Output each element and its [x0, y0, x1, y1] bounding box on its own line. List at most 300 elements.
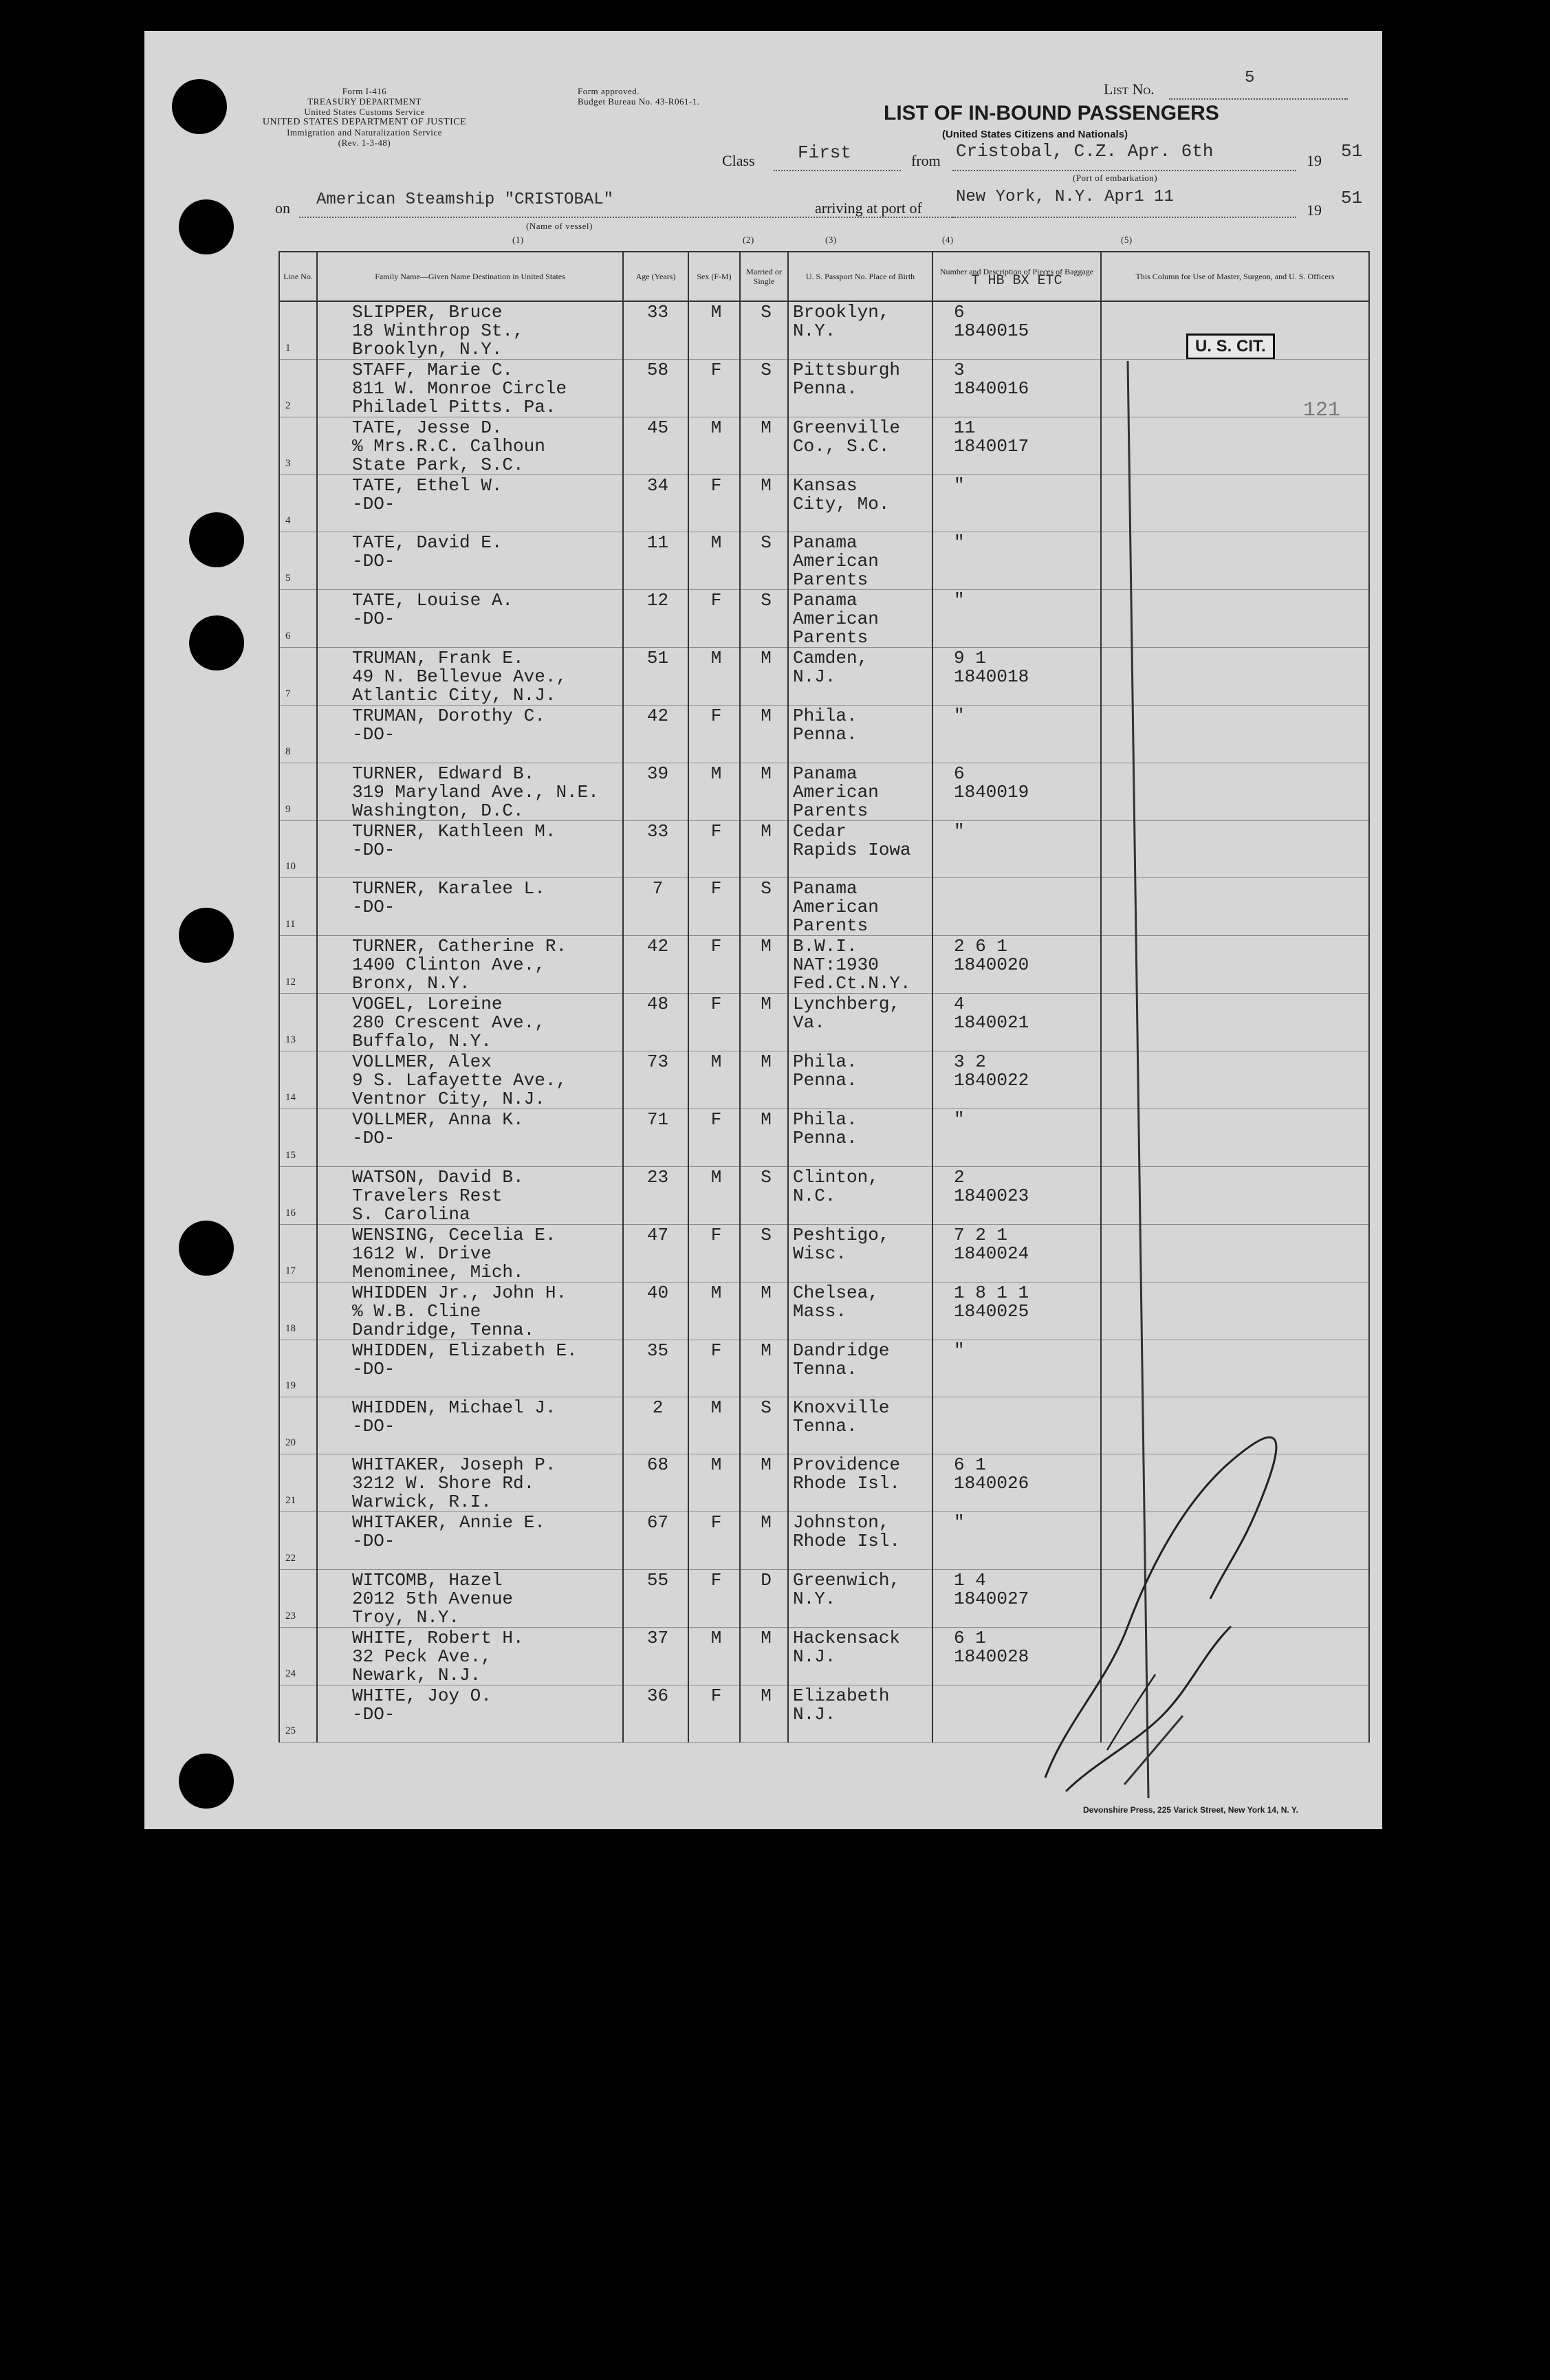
list-no-line — [1169, 98, 1348, 100]
binder-hole — [179, 908, 234, 963]
sex-cell — [688, 1224, 740, 1282]
passenger-sex: M — [710, 302, 722, 323]
sex-cell — [688, 1627, 740, 1685]
birth-place-line1: Knoxville — [793, 1397, 890, 1418]
baggage-ticket: 1840018 — [954, 666, 1029, 688]
arriving-label: arriving at port of — [815, 199, 922, 217]
baggage-cell — [932, 1340, 1101, 1397]
passenger-name: VOLLMER, Alex — [352, 1051, 492, 1073]
age-cell — [623, 301, 688, 360]
birth-cell — [788, 1569, 932, 1627]
list-no-label: List No. — [1104, 80, 1155, 98]
passenger-age: 2 — [652, 1397, 664, 1418]
marital-cell — [740, 820, 788, 877]
baggage-header-text: Number and Description of Pieces of Baggage — [939, 267, 1094, 276]
birth-cell — [788, 1397, 932, 1454]
marital-cell — [740, 994, 788, 1051]
passenger-sex: F — [710, 1340, 722, 1361]
passenger-sex: M — [710, 1627, 722, 1648]
destination-line2: Bronx, N.Y. — [352, 973, 470, 994]
birth-place-line1: Clinton, — [793, 1166, 879, 1188]
birth-place-line2: N.Y. — [793, 1588, 836, 1609]
name-cell — [317, 1282, 623, 1340]
destination-line2: Atlantic City, N.J. — [352, 685, 556, 706]
line-number: 8 — [285, 745, 291, 757]
binder-hole — [189, 615, 244, 670]
baggage-count: 6 — [954, 763, 965, 784]
passenger-age: 71 — [646, 1109, 669, 1131]
vessel-value: American Steamship "CRISTOBAL" — [316, 190, 614, 209]
sex-cell — [688, 648, 740, 706]
name-cell — [317, 1512, 623, 1569]
baggage-count: 6 — [954, 302, 965, 323]
baggage-ticket: " — [954, 590, 965, 611]
destination-line2: -DO- — [352, 839, 395, 860]
line-cell — [279, 878, 317, 936]
baggage-count: 1 4 — [954, 1569, 986, 1591]
passenger-name: TURNER, Edward B. — [352, 763, 535, 784]
line-cell — [279, 1051, 317, 1109]
baggage-ticket: 1840016 — [954, 378, 1029, 399]
col-number-4: (4) — [942, 234, 954, 245]
marital-status: M — [761, 1627, 772, 1648]
marital-status: M — [761, 994, 772, 1015]
line-number: 7 — [285, 688, 291, 700]
marital-status: M — [761, 1454, 772, 1476]
line-cell — [279, 1397, 317, 1454]
birth-place-line1: Cedar — [793, 820, 847, 842]
birth-cell — [788, 878, 932, 936]
age-cell — [623, 1569, 688, 1627]
baggage-cell — [932, 706, 1101, 763]
marital-status: M — [761, 1340, 772, 1361]
age-cell — [623, 590, 688, 648]
destination-line2: -DO- — [352, 897, 395, 918]
approval-line: Form approved. — [578, 86, 640, 96]
passenger-name: TATE, David E. — [352, 532, 503, 554]
passenger-name: TURNER, Karalee L. — [352, 878, 545, 899]
sex-cell — [688, 360, 740, 417]
birth-cell — [788, 648, 932, 706]
birth-place-line1: Phila. — [793, 1051, 858, 1073]
page-title: LIST OF IN-BOUND PASSENGERS — [884, 102, 1219, 124]
sex-cell — [688, 1109, 740, 1166]
baggage-ticket: 1840020 — [954, 954, 1029, 976]
sex-cell — [688, 1166, 740, 1224]
baggage-ticket: 1840028 — [954, 1646, 1029, 1667]
marital-status: S — [761, 532, 772, 554]
name-cell — [317, 994, 623, 1051]
birth-place-line1: Phila. — [793, 706, 858, 727]
line-cell — [279, 1685, 317, 1742]
marital-status: S — [761, 878, 772, 899]
passenger-sex: F — [710, 1569, 722, 1591]
passenger-name: TRUMAN, Frank E. — [352, 648, 524, 669]
baggage-ticket: 1840021 — [954, 1012, 1029, 1034]
class-line — [774, 170, 901, 171]
name-cell — [317, 936, 623, 994]
passenger-age: 58 — [646, 360, 669, 380]
marital-status: D — [761, 1569, 772, 1591]
destination-line2: Menominee, Mich. — [352, 1261, 524, 1282]
marital-cell — [740, 1685, 788, 1742]
name-cell — [317, 1224, 623, 1282]
line-cell — [279, 1224, 317, 1282]
destination-line2: -DO- — [352, 1358, 395, 1379]
birth-place-line1: Panama — [793, 532, 858, 554]
passenger-sex: F — [710, 590, 722, 611]
line-number: 1 — [285, 342, 291, 353]
name-cell — [317, 1569, 623, 1627]
passenger-age: 11 — [646, 532, 669, 554]
passenger-age: 51 — [646, 648, 669, 669]
birth-place-line2: Penna. — [793, 1128, 858, 1149]
passenger-age: 47 — [646, 1224, 669, 1245]
passenger-sex: M — [710, 532, 722, 554]
baggage-cell — [932, 763, 1101, 820]
arrival-value: New York, N.Y. Apr1 11 — [956, 188, 1174, 206]
baggage-cell — [932, 994, 1101, 1051]
passenger-age: 33 — [646, 302, 669, 323]
baggage-ticket: 1840022 — [954, 1070, 1029, 1091]
baggage-count: 3 2 — [954, 1051, 986, 1073]
birth-place-line1: Panama — [793, 763, 858, 784]
marital-cell — [740, 417, 788, 475]
baggage-cell — [932, 1051, 1101, 1109]
line-cell — [279, 1109, 317, 1166]
passenger-age: 33 — [646, 820, 669, 842]
destination-line2: State Park, S.C. — [352, 455, 524, 475]
birth-cell — [788, 1627, 932, 1685]
name-cell — [317, 648, 623, 706]
destination-line2: Philadel Pitts. Pa. — [352, 397, 556, 417]
sex-cell — [688, 301, 740, 360]
sex-cell — [688, 820, 740, 877]
line-number: 6 — [285, 631, 291, 642]
name-cell — [317, 763, 623, 820]
marital-cell — [740, 1569, 788, 1627]
destination-line2: -DO- — [352, 609, 395, 630]
passenger-name: STAFF, Marie C. — [352, 360, 514, 380]
birth-cell — [788, 994, 932, 1051]
passenger-sex: F — [710, 1109, 722, 1131]
passenger-age: 73 — [646, 1051, 669, 1073]
destination-line1: 1400 Clinton Ave., — [352, 954, 545, 976]
class-value: First — [798, 142, 852, 163]
passenger-sex: M — [710, 648, 722, 669]
passenger-age: 35 — [646, 1340, 669, 1361]
line-cell — [279, 475, 317, 532]
passenger-name: VOLLMER, Anna K. — [352, 1109, 524, 1131]
marital-cell — [740, 763, 788, 820]
birth-cell — [788, 1109, 932, 1166]
sex-cell — [688, 878, 740, 936]
baggage-ticket: " — [954, 706, 965, 727]
birth-place-line1: Panama — [793, 590, 858, 611]
line-number: 18 — [285, 1322, 296, 1334]
sex-cell — [688, 706, 740, 763]
page-subtitle: (United States Citizens and Nationals) — [942, 129, 1128, 140]
sex-cell — [688, 1685, 740, 1742]
name-cell — [317, 1051, 623, 1109]
marital-cell — [740, 1397, 788, 1454]
binder-hole — [179, 199, 234, 254]
marital-cell — [740, 648, 788, 706]
year1-prefix: 19 — [1307, 152, 1322, 169]
birth-place-line1: Providence — [793, 1454, 901, 1476]
age-cell — [623, 360, 688, 417]
passenger-age: 42 — [646, 936, 669, 957]
marital-cell — [740, 1627, 788, 1685]
name-cell — [317, 475, 623, 532]
sex-cell — [688, 1397, 740, 1454]
passenger-age: 42 — [646, 706, 669, 727]
ins-service: Immigration and Naturalization Service — [287, 127, 442, 138]
passenger-sex: M — [710, 763, 722, 784]
col-header-baggage — [932, 252, 1101, 301]
birth-place-line1: Kansas — [793, 475, 858, 496]
sex-cell — [688, 590, 740, 648]
baggage-cell — [932, 936, 1101, 994]
birth-cell — [788, 1685, 932, 1742]
baggage-count: 7 2 1 — [954, 1224, 1008, 1245]
table-row — [279, 301, 1369, 360]
age-cell — [623, 532, 688, 590]
destination-line2: -DO- — [352, 1531, 395, 1552]
line-number: 25 — [285, 1725, 296, 1737]
name-cell — [317, 417, 623, 475]
line-cell — [279, 994, 317, 1051]
line-number: 20 — [285, 1437, 296, 1449]
col-number-5: (5) — [1121, 234, 1133, 245]
sex-cell — [688, 1454, 740, 1512]
table-header-row — [279, 252, 1369, 301]
name-cell — [317, 1685, 623, 1742]
marital-cell — [740, 936, 788, 994]
destination-line2: -DO- — [352, 1703, 395, 1725]
marital-cell — [740, 706, 788, 763]
sex-cell — [688, 994, 740, 1051]
birth-place-line1: Panama — [793, 878, 858, 899]
passenger-name: WITCOMB, Hazel — [352, 1569, 503, 1591]
age-cell — [623, 1282, 688, 1340]
birth-cell — [788, 475, 932, 532]
line-number: 11 — [285, 919, 296, 930]
sex-cell — [688, 1340, 740, 1397]
marital-cell — [740, 1512, 788, 1569]
birth-cell — [788, 360, 932, 417]
passenger-name: WATSON, David B. — [352, 1166, 524, 1188]
birth-cell — [788, 936, 932, 994]
birth-place-line2: American Parents — [793, 551, 879, 591]
col-header-married: Married or Single — [740, 252, 788, 301]
line-number: 5 — [285, 573, 291, 585]
marital-cell — [740, 1282, 788, 1340]
line-number: 4 — [285, 515, 291, 527]
line-cell — [279, 820, 317, 877]
baggage-count: 2 6 1 — [954, 936, 1008, 957]
marital-cell — [740, 878, 788, 936]
birth-place-line2: N.J. — [793, 666, 836, 688]
line-cell — [279, 1282, 317, 1340]
passenger-sex: F — [710, 936, 722, 957]
birth-place-line2: Wisc. — [793, 1243, 847, 1264]
line-number: 22 — [285, 1552, 296, 1564]
birth-place-line2: Penna. — [793, 378, 858, 399]
sex-cell — [688, 417, 740, 475]
age-cell — [623, 1685, 688, 1742]
passenger-name: TURNER, Kathleen M. — [352, 820, 556, 842]
baggage-cell — [932, 360, 1101, 417]
col-header-sex: Sex (F-M) — [688, 252, 740, 301]
baggage-count: 1 8 1 1 — [954, 1282, 1029, 1303]
marital-status: M — [761, 648, 772, 669]
passenger-age: 23 — [646, 1166, 669, 1188]
marital-cell — [740, 475, 788, 532]
port-embark-note: (Port of embarkation) — [1073, 173, 1158, 183]
passenger-name: WHIDDEN, Elizabeth E. — [352, 1340, 578, 1361]
age-cell — [623, 1454, 688, 1512]
destination-line2: -DO- — [352, 1128, 395, 1149]
destination-line2: -DO- — [352, 551, 395, 572]
baggage-count: 6 1 — [954, 1454, 986, 1476]
line-number: 24 — [285, 1668, 296, 1679]
marital-status: M — [761, 1109, 772, 1131]
name-cell — [317, 1340, 623, 1397]
arrival-line — [952, 217, 1296, 218]
col-header-line: Line No. — [279, 252, 317, 301]
line-cell — [279, 763, 317, 820]
age-cell — [623, 1109, 688, 1166]
birth-place-line2: Tenna. — [793, 1415, 858, 1437]
baggage-ticket: 1840023 — [954, 1185, 1029, 1206]
line-number: 23 — [285, 1610, 296, 1622]
baggage-count: 3 — [954, 360, 965, 380]
passenger-sex: F — [710, 820, 722, 842]
col-header-age: Age (Years) — [623, 252, 688, 301]
name-cell — [317, 1397, 623, 1454]
baggage-ticket: " — [954, 1512, 965, 1533]
passenger-sex: M — [710, 417, 722, 438]
approval-block — [578, 86, 700, 107]
birth-place-line2: American Parents — [793, 609, 879, 648]
birth-cell — [788, 532, 932, 590]
baggage-cell — [932, 1109, 1101, 1166]
passenger-name: WHIDDEN, Michael J. — [352, 1397, 556, 1418]
line-number: 12 — [285, 976, 296, 988]
birth-place-line1: Camden, — [793, 648, 869, 669]
birth-cell — [788, 1051, 932, 1109]
age-cell — [623, 1224, 688, 1282]
marital-status: S — [761, 302, 772, 323]
line-cell — [279, 590, 317, 648]
passenger-name: TURNER, Catherine R. — [352, 936, 567, 957]
birth-place-line1: Johnston, — [793, 1512, 890, 1533]
birth-place-line1: Chelsea, — [793, 1282, 879, 1303]
passenger-sex: M — [710, 1454, 722, 1476]
baggage-cell — [932, 532, 1101, 590]
birth-place-line2: N.J. — [793, 1703, 836, 1725]
marital-cell — [740, 1051, 788, 1109]
birth-place-line2: NAT:1930 Fed.Ct.N.Y. — [793, 954, 911, 994]
birth-place-line1: Brooklyn, — [793, 302, 890, 323]
line-number: 13 — [285, 1034, 296, 1046]
marital-status: M — [761, 763, 772, 784]
line-number: 21 — [285, 1495, 296, 1507]
col-number-3: (3) — [825, 234, 837, 245]
marital-status: M — [761, 820, 772, 842]
birth-place-line2: Penna. — [793, 1070, 858, 1091]
customs-service: United States Customs Service — [304, 107, 425, 117]
passenger-sex: M — [710, 1397, 722, 1418]
destination-line1: % Mrs.R.C. Calhoun — [352, 436, 545, 457]
destination-line2: Dandridge, Tenna. — [352, 1319, 535, 1340]
destination-line1: 811 W. Monroe Circle — [352, 378, 567, 399]
baggage-ticket: " — [954, 1340, 965, 1361]
baggage-cell — [932, 820, 1101, 877]
birth-cell — [788, 706, 932, 763]
destination-line2: Buffalo, N.Y. — [352, 1031, 492, 1052]
marital-cell — [740, 360, 788, 417]
marital-cell — [740, 1454, 788, 1512]
destination-line1: 9 S. Lafayette Ave., — [352, 1070, 567, 1091]
age-cell — [623, 878, 688, 936]
baggage-ticket: " — [954, 475, 965, 496]
age-cell — [623, 1166, 688, 1224]
age-cell — [623, 1397, 688, 1454]
marital-status: S — [761, 1224, 772, 1245]
baggage-ticket: 1840015 — [954, 320, 1029, 341]
baggage-ticket: 1840025 — [954, 1300, 1029, 1322]
line-number: 2 — [285, 400, 291, 411]
age-cell — [623, 936, 688, 994]
birth-place-line2: American Parents — [793, 897, 879, 937]
destination-line1: 3212 W. Shore Rd. — [352, 1473, 535, 1494]
baggage-count: 2 — [954, 1166, 965, 1188]
baggage-cell — [932, 475, 1101, 532]
birth-cell — [788, 1224, 932, 1282]
vessel-note: (Name of vessel) — [526, 221, 593, 231]
birth-cell — [788, 820, 932, 877]
passenger-age: 34 — [646, 475, 669, 496]
budget-line: Budget Bureau No. 43-R061-1. — [578, 96, 700, 107]
destination-line2: Newark, N.J. — [352, 1664, 481, 1685]
destination-line2: -DO- — [352, 724, 395, 745]
name-cell — [317, 820, 623, 877]
passenger-age: 37 — [646, 1627, 669, 1648]
marital-cell — [740, 1166, 788, 1224]
sex-cell — [688, 1282, 740, 1340]
marital-cell — [740, 301, 788, 360]
destination-line1: % W.B. Cline — [352, 1300, 481, 1322]
passenger-name: WHITE, Robert H. — [352, 1627, 524, 1648]
birth-cell — [788, 590, 932, 648]
age-cell — [623, 648, 688, 706]
sex-cell — [688, 936, 740, 994]
birth-place-line1: Pittsburgh — [793, 360, 901, 380]
marital-status: M — [761, 936, 772, 957]
birth-cell — [788, 417, 932, 475]
birth-place-line1: Dandridge — [793, 1340, 890, 1361]
from-label: from — [911, 152, 941, 169]
age-cell — [623, 994, 688, 1051]
marital-status: M — [761, 1512, 772, 1533]
line-cell — [279, 648, 317, 706]
name-cell — [317, 590, 623, 648]
marital-status: S — [761, 360, 772, 380]
birth-place-line2: Tenna. — [793, 1358, 858, 1379]
dept-justice: UNITED STATES DEPARTMENT OF JUSTICE — [262, 117, 467, 127]
